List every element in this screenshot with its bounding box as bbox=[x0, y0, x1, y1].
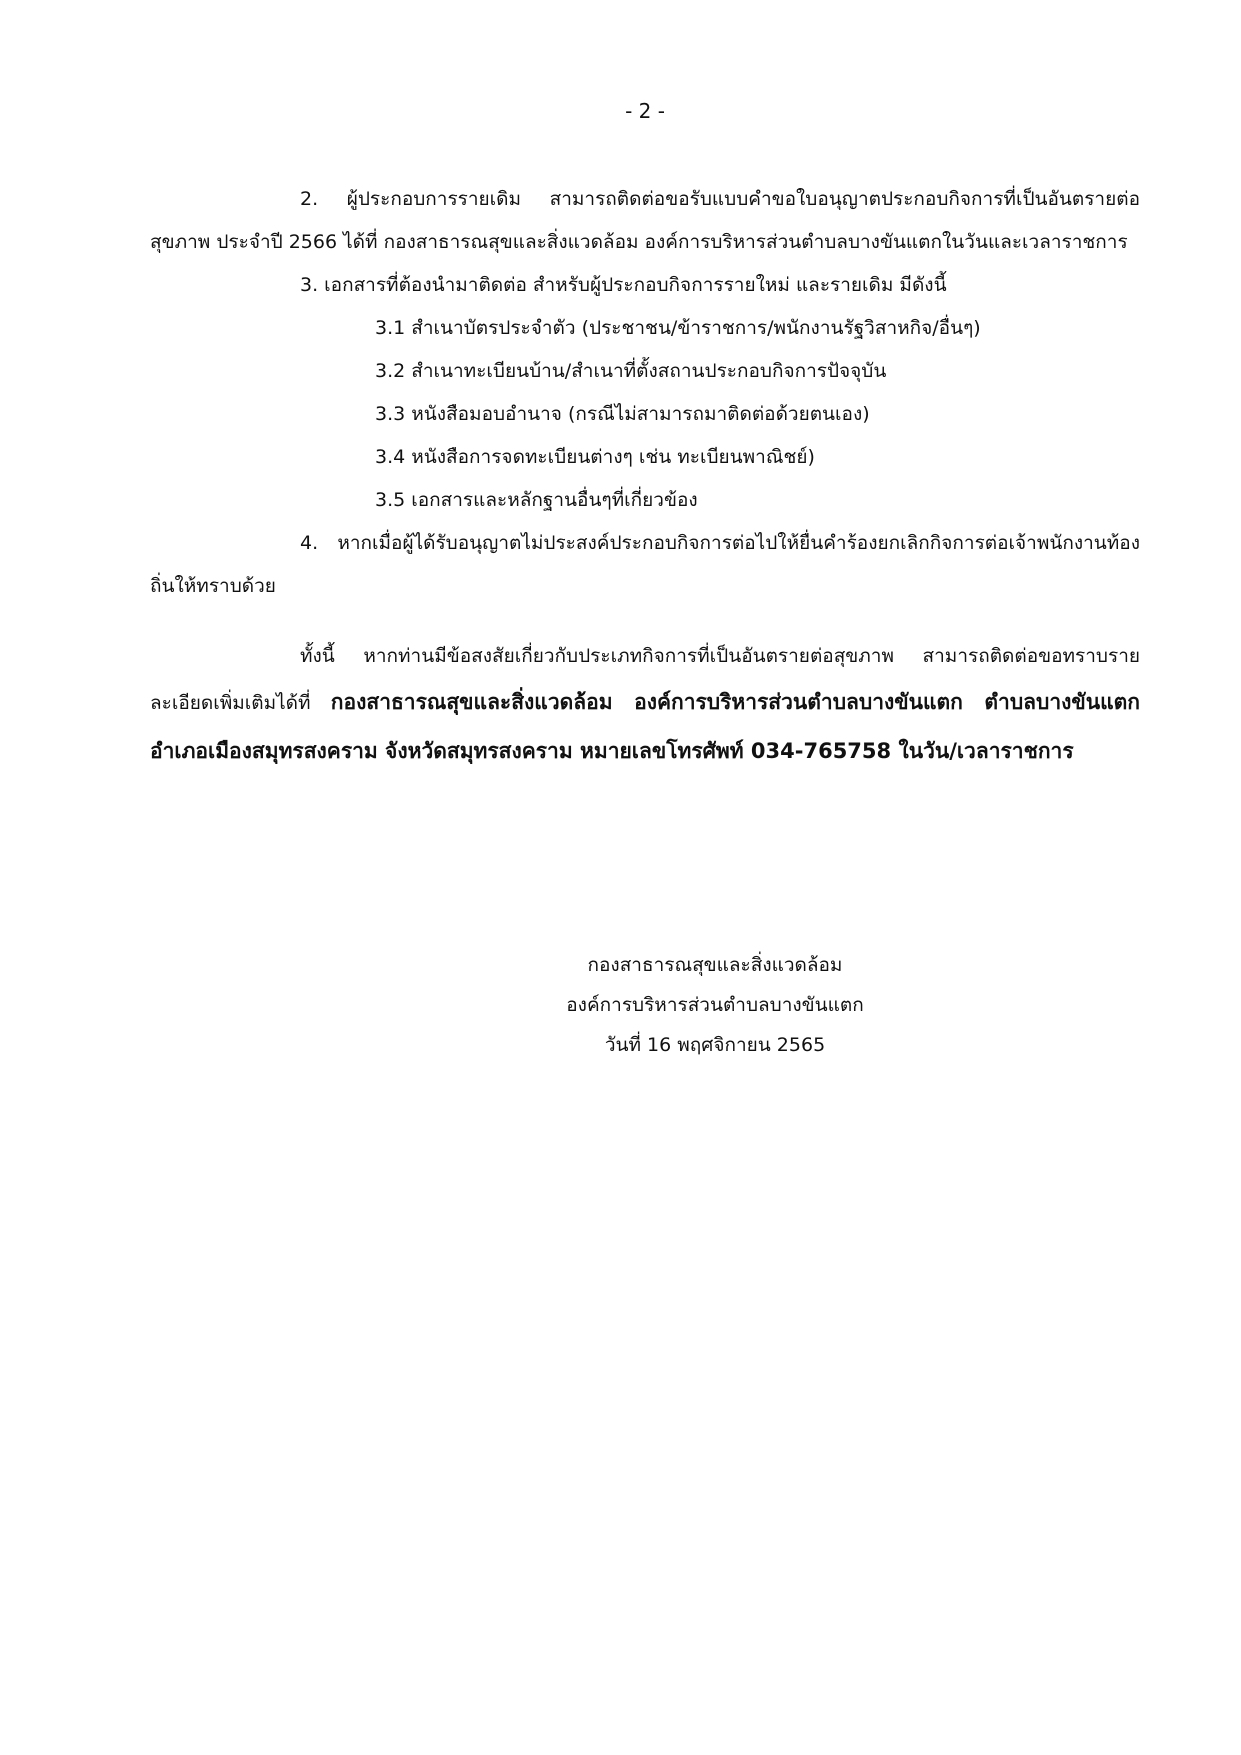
signature-date: วันที่ 16 พฤศจิกายน 2565 bbox=[604, 1034, 826, 1056]
closing-text: ทั้งนี้ หากท่านมีข้อสงสัยเกี่ยวกับประเภทกิจการที่เป็นอันตรายต่อสุขภาพ สามารถติดต่อขอทราบรายละเอียดเพิ่มเติมได้ที่ bbox=[150, 645, 1140, 714]
item-3-4: 3.4 หนังสือการจดทะเบียนต่างๆ เช่น ทะเบียนพาณิชย์) bbox=[375, 446, 815, 468]
item-3-1: 3.1 สำเนาบัตรประจำตัว (ประชาชน/ข้าราชการ/พนักงานรัฐวิสาหกิจ/อื่นๆ) bbox=[375, 317, 981, 339]
item-3-heading: 3. เอกสารที่ต้องนำมาติดต่อ สำหรับผู้ประกอบกิจการรายใหม่ และรายเดิม มีดังนี้ bbox=[300, 274, 947, 296]
signature-organization: องค์การบริหารส่วนตำบลบางขันแตก bbox=[566, 994, 864, 1016]
item-2-paragraph: 2. ผู้ประกอบการรายเดิม สามารถติดต่อขอรับแบบคำขอใบอนุญาตประกอบกิจการที่เป็นอันตรายต่อสุขภาพ ประจำปี 2566 ได้ที่ กองสาธารณสุขและสิ่งแวดล้อม องค์การบริหารส่วนตำบลบางขันแตกในวันและเวลาราชการ bbox=[150, 188, 1140, 253]
item-3-5: 3.5 เอกสารและหลักฐานอื่นๆที่เกี่ยวข้อง bbox=[375, 489, 698, 511]
closing-paragraph bbox=[150, 635, 1140, 776]
signature-block bbox=[0, 945, 1241, 1065]
item-4-paragraph: 4. หากเมื่อผู้ได้รับอนุญาตไม่ประสงค์ประกอบกิจการต่อไปให้ยื่นคำร้องยกเลิกกิจการต่อเจ้าพนักงานท้องถิ่นให้ทราบด้วย bbox=[150, 532, 1140, 597]
signature-division: กองสาธารณสุขและสิ่งแวดล้อม bbox=[587, 954, 843, 976]
item-3-2: 3.2 สำเนาทะเบียนบ้าน/สำเนาที่ตั้งสถานประกอบกิจการปัจจุบัน bbox=[375, 360, 887, 382]
document-body bbox=[150, 178, 1140, 776]
contact-details: กองสาธารณสุขและสิ่งแวดล้อม องค์การบริหารส่วนตำบลบางขันแตก ตำบลบางขันแตก อำเภอเมืองสมุทรสงคราม จังหวัดสมุทรสงคราม หมายเลขโทรศัพท์ 034-765758 ในวัน/เวลาราชการ bbox=[150, 690, 1140, 763]
paragraph-spacer bbox=[150, 608, 1140, 635]
page-number: - 2 - bbox=[625, 99, 665, 123]
item-3-3: 3.3 หนังสือมอบอำนาจ (กรณีไม่สามารถมาติดต่อด้วยตนเอง) bbox=[375, 403, 870, 425]
